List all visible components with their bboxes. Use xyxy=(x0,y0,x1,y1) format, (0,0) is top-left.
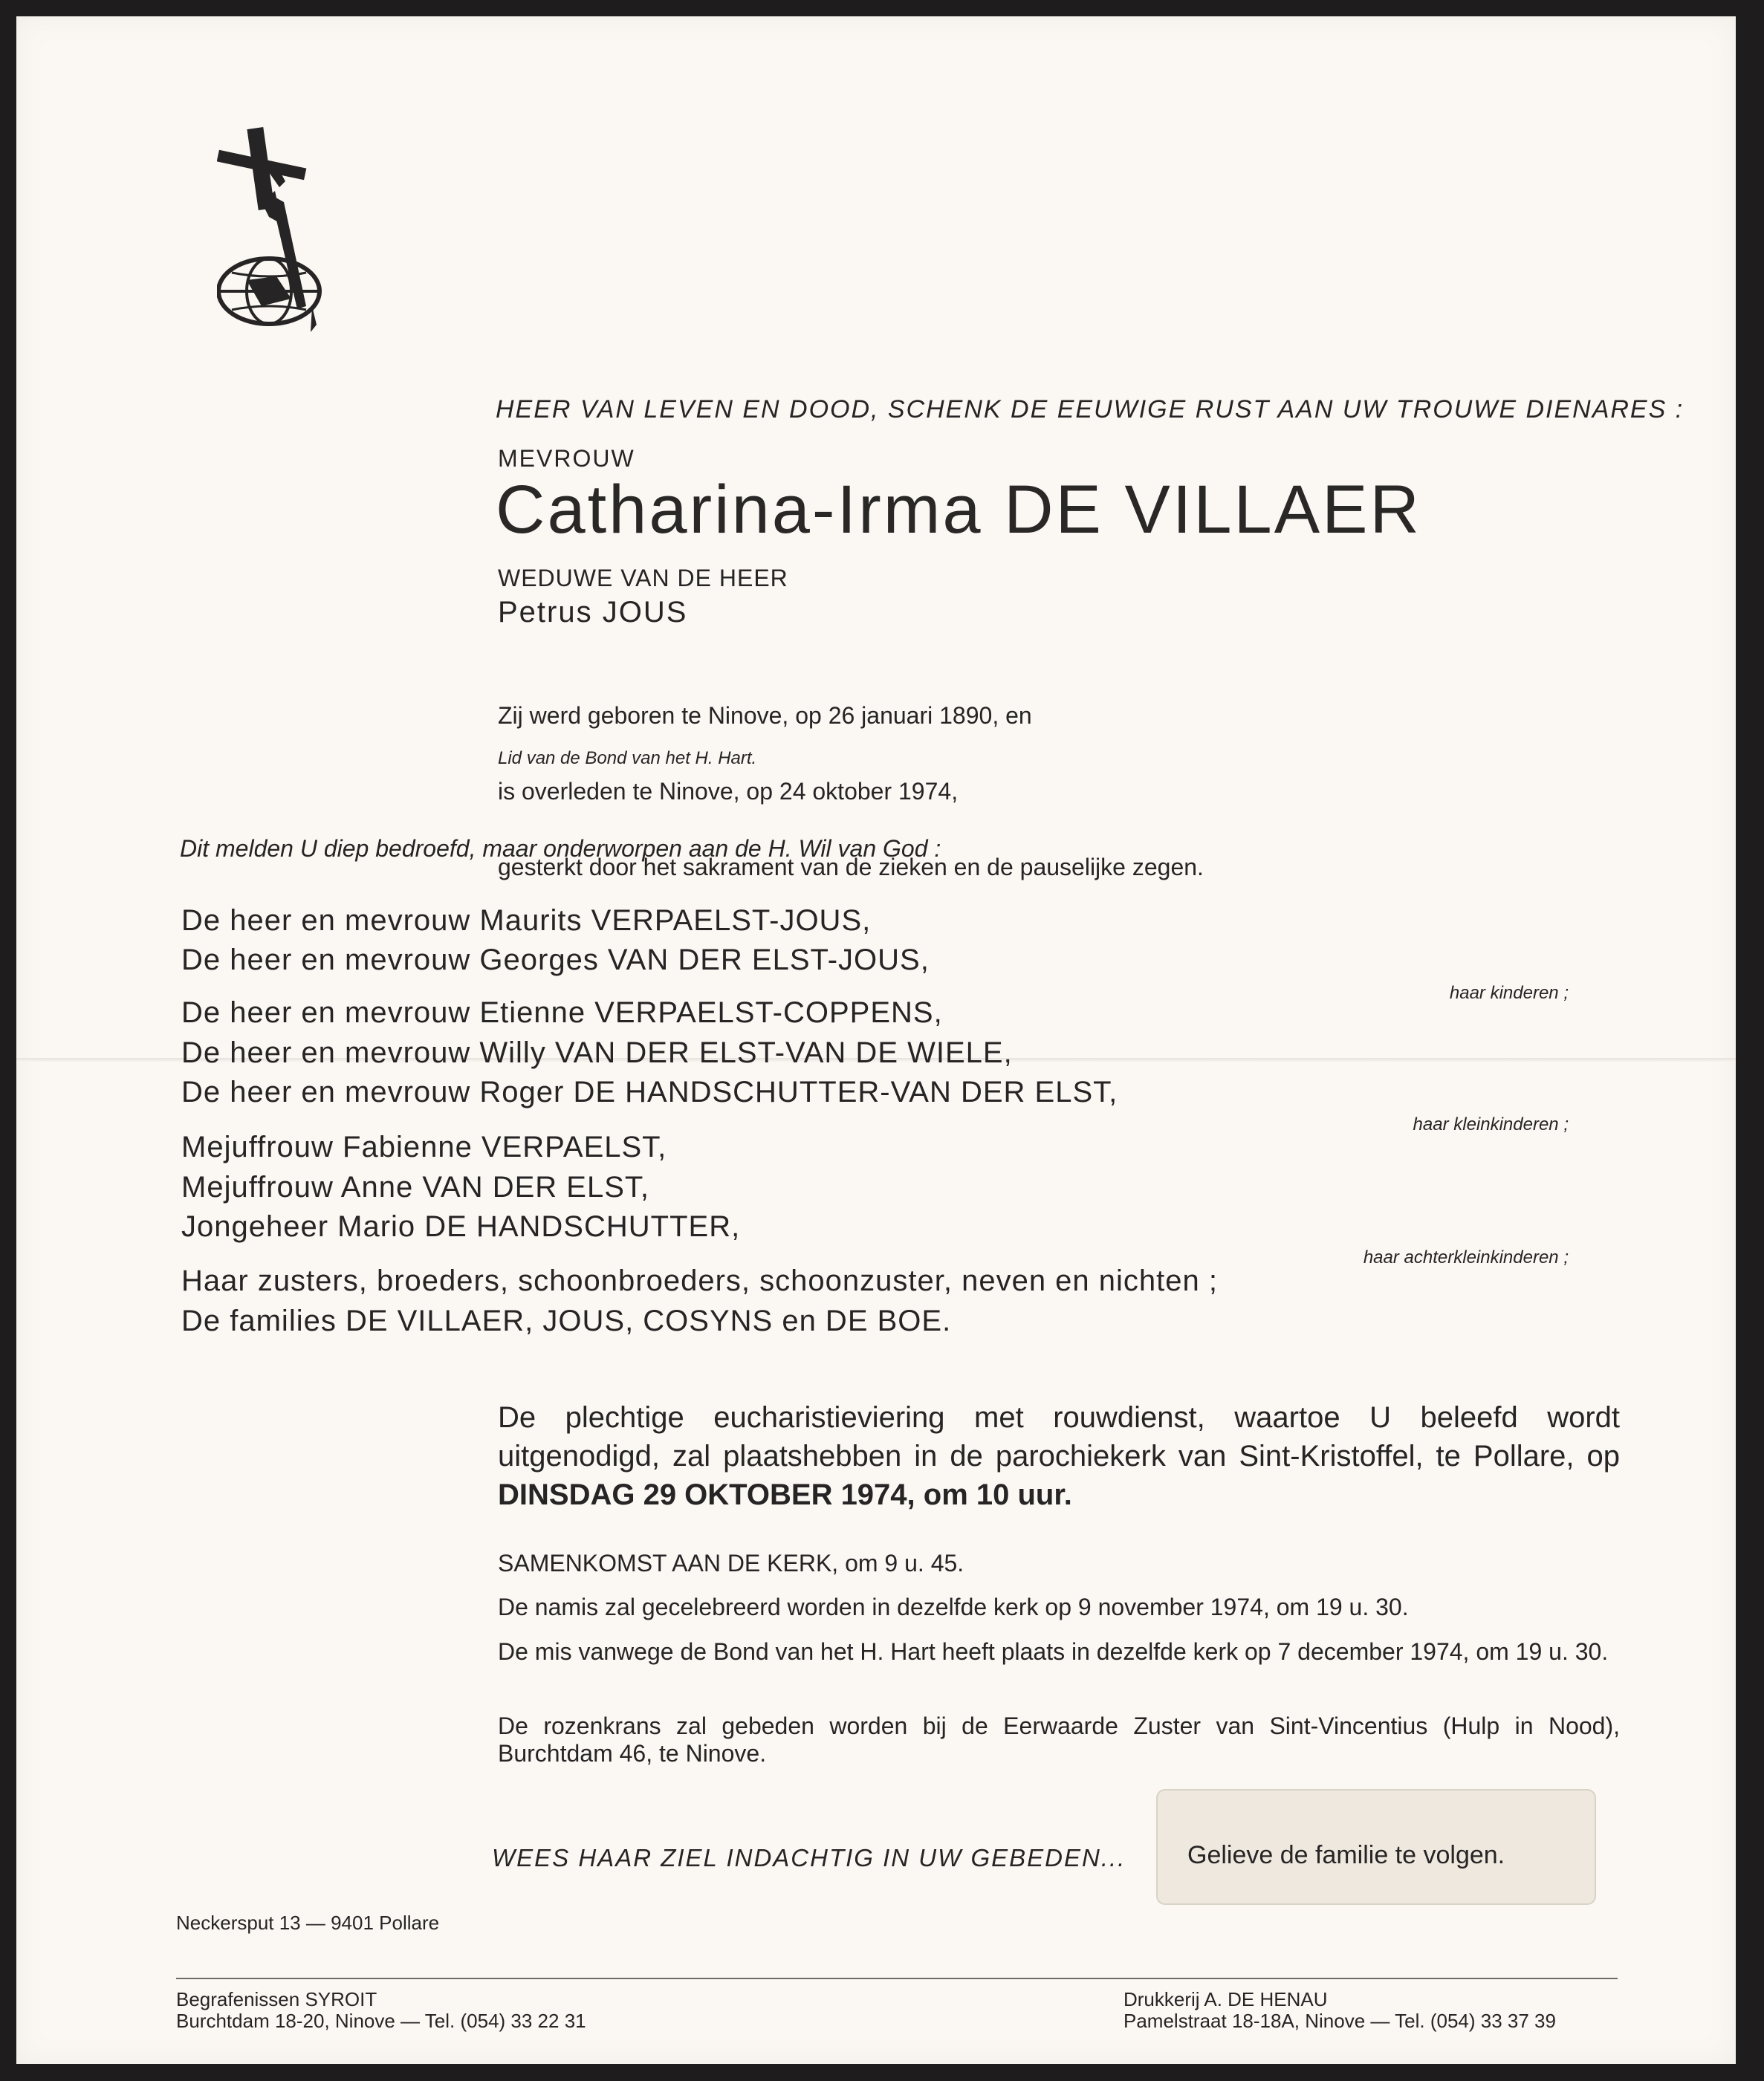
husband-name: Petrus JOUS xyxy=(498,596,688,629)
membership-note: Lid van de Bond van het H. Hart. xyxy=(498,748,757,768)
printer-address: Pamelstraat 18-18A, Ninove — Tel. (054) 33 37 39 xyxy=(1123,2010,1556,2032)
prayer-heading: HEER VAN LEVEN EN DOOD, SCHENK DE EEUWIGE RUST AAN UW TROUWE DIENARES : xyxy=(496,395,1684,423)
memorial-card xyxy=(16,16,1736,2064)
home-address: Neckersput 13 — 9401 Pollare xyxy=(176,1912,440,1934)
footer-divider xyxy=(176,1978,1618,1979)
title-prefix: MEVROUW xyxy=(498,445,635,472)
notice-gathering: SAMENKOMST AAN DE KERK, om 9 u. 45. xyxy=(498,1550,964,1577)
great-grandchildren-label: haar achterkleinkinderen ; xyxy=(1363,1247,1569,1267)
deceased-name: Catharina-Irma DE VILLAER xyxy=(496,472,1421,548)
notice-namis: De namis zal gecelebreerd worden in dezelfde kerk op 9 november 1974, om 19 u. 30. xyxy=(498,1594,1409,1620)
undertaker-info xyxy=(176,1989,586,2032)
service-intro: De plechtige eucharistieviering met rouwdienst, waartoe U beleefd wordt uitgenodigd, zal plaatshebben in de parochiekerk van Sint-Kristoffel, te Pollare, op xyxy=(498,1401,1620,1473)
mourner-grandchild-3: De heer en mevrouw Roger DE HANDSCHUTTER-VAN DER ELST, xyxy=(181,1076,1118,1108)
notice-bond-mass: De mis vanwege de Bond van het H. Hart heeft plaats in dezelfde kerk op 7 december 1974, om 19 u. 30. xyxy=(498,1638,1609,1665)
mourner-child-2: De heer en mevrouw Georges VAN DER ELST-JOUS, xyxy=(181,944,930,976)
closing-prayer: WEES HAAR ZIEL INDACHTIG IN UW GEBEDEN... xyxy=(492,1844,1126,1871)
undertaker-name: Begrafenissen SYROIT xyxy=(176,1988,377,2010)
relatives-line-1: Haar zusters, broeders, schoonbroeders, schoonzuster, neven en nichten ; xyxy=(181,1264,1218,1297)
mourner-child-1: De heer en mevrouw Maurits VERPAELST-JOUS, xyxy=(181,904,872,937)
service-text xyxy=(498,1398,1620,1514)
service-date: DINSDAG 29 OKTOBER 1974, om 10 uur. xyxy=(498,1478,1072,1511)
relatives-line-2: De families DE VILLAER, JOUS, COSYNS en DE BOE. xyxy=(181,1305,952,1337)
bio-text xyxy=(498,652,1204,930)
mourner-great-grandchild-3: Jongeheer Mario DE HANDSCHUTTER, xyxy=(181,1210,741,1243)
mourner-great-grandchild-2: Mejuffrouw Anne VAN DER ELST, xyxy=(181,1171,650,1204)
mourner-great-grandchild-1: Mejuffrouw Fabienne VERPAELST, xyxy=(181,1131,667,1163)
mourner-grandchild-1: De heer en mevrouw Etienne VERPAELST-COPPENS, xyxy=(181,996,943,1029)
grandchildren-label: haar kleinkinderen ; xyxy=(1413,1114,1569,1134)
children-label: haar kinderen ; xyxy=(1449,983,1569,1003)
printer-name: Drukkerij A. DE HENAU xyxy=(1123,1988,1328,2010)
undertaker-address: Burchtdam 18-20, Ninove — Tel. (054) 33 22 31 xyxy=(176,2010,586,2032)
notice-rosary: De rozenkrans zal gebeden worden bij de Eerwaarde Zuster van Sint-Vincentius (Hulp in Nood), Burchtdam 46, te Ninove. xyxy=(498,1712,1620,1767)
bio-line: gesterkt door het sakrament van de zieken en de pauselijke zegen. xyxy=(498,854,1204,880)
follow-note: Gelieve de familie te volgen. xyxy=(1187,1841,1505,1869)
printer-info xyxy=(1123,1989,1556,2032)
announcement: Dit melden U diep bedroefd, maar onderworpen aan de H. Wil van God : xyxy=(180,835,941,862)
bio-line: Zij werd geboren te Ninove, op 26 januari 1890, en xyxy=(498,702,1032,729)
widow-label: WEDUWE VAN DE HEER xyxy=(498,565,788,591)
bio-line: is overleden te Ninove, op 24 oktober 1974, xyxy=(498,778,959,805)
cross-globe-icon xyxy=(217,120,343,366)
mourner-grandchild-2: De heer en mevrouw Willy VAN DER ELST-VAN DE WIELE, xyxy=(181,1036,1013,1069)
